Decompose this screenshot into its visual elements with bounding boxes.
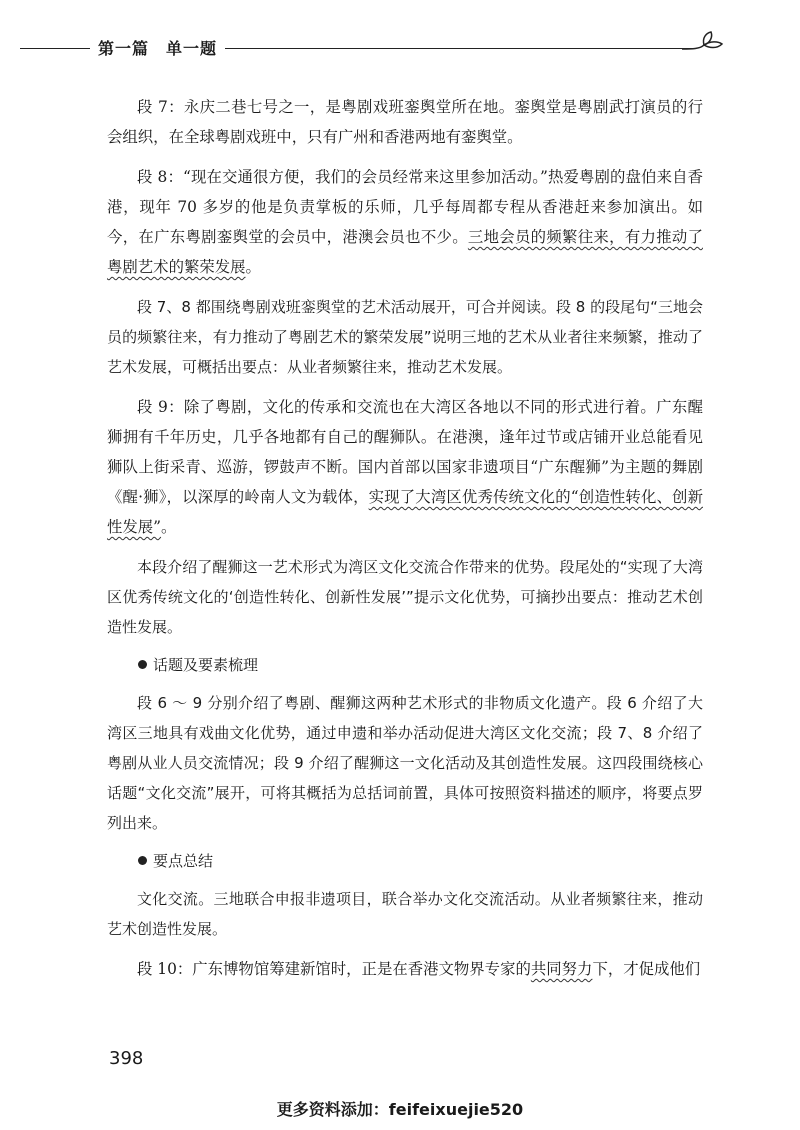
section-heading-key-points: 要点总结 xyxy=(107,848,703,874)
source-paragraph-10 xyxy=(107,954,703,984)
para8-end: 。 xyxy=(245,258,261,276)
source-paragraph-9 xyxy=(107,392,703,542)
para9-text: 段 9：除了粤剧，文化的传承和交流也在大湾区各地以不同的形式进行着。广东醒狮拥有千年历史，几乎各地都有自己的醒狮队。在港澳，逢年过节或店铺开业总能看见狮队上街采青、巡游，锣鼓声不断。国内首部以国家非遗项目“广东醒狮”为主题的舞剧《醒·狮》，以深厚的岭南人文为载体， xyxy=(107,398,703,506)
running-header xyxy=(20,28,720,64)
para9-underlined: 实现了大湾区优秀传统文化的“创造性转化、创新性发展” xyxy=(107,488,703,536)
bullet-icon xyxy=(138,856,147,865)
header-rule-left xyxy=(20,48,90,49)
main-content xyxy=(107,92,703,994)
footer-note: 更多资料添加：feifeixuejie520 xyxy=(276,1100,524,1119)
chapter-title: 第一篇 单一题 xyxy=(98,39,218,58)
para10-text: 段 10：广东博物馆筹建新馆时，正是在香港文物界专家的 xyxy=(137,960,531,978)
header-rule-right xyxy=(225,48,695,49)
source-paragraph-7: 段 7：永庆二巷七号之一，是粤剧戏班銮舆堂所在地。銮舆堂是粤剧武打演员的行会组织，在全球粤剧戏班中，只有广州和香港两地有銮舆堂。 xyxy=(107,98,703,146)
analysis-paragraph-9: 本段介绍了醒狮这一艺术形式为湾区文化交流合作带来的优势。段尾处的“实现了大湾区优秀传统文化的‘创造性转化、创新性发展’”提示文化优势，可摘抄出要点：推动艺术创造性发展。 xyxy=(107,558,703,636)
key-points-paragraph: 文化交流。三地联合申报非遗项目，联合举办文化交流活动。从业者频繁往来，推动艺术创造性发展。 xyxy=(107,890,703,938)
analysis-paragraph-7-8: 段 7、8 都围绕粤剧戏班銮舆堂的艺术活动展开，可合并阅读。段 8 的段尾句“三地会员的频繁往来，有力推动了粤剧艺术的繁荣发展”说明三地的艺术从业者往来频繁，推动了艺术发展，可概括出要点：从业者频繁往来，推动艺术发展。 xyxy=(107,298,703,376)
summary-paragraph: 段 6 ～ 9 分别介绍了粤剧、醒狮这两种艺术形式的非物质文化遗产。段 6 介绍了大湾区三地具有戏曲文化优势，通过申遗和举办活动促进大湾区文化交流；段 7、8 介绍了粤剧从业人员交流情况；段 9 介绍了醒狮这一文化活动及其创造性发展。这四段围绕核心话题“文化交流”展开，可将其概括为总括词前置，具体可按照资料描述的顺序，将要点罗列出来。 xyxy=(107,694,703,832)
para10-underlined: 共同努力 xyxy=(530,960,593,978)
source-paragraph-8 xyxy=(107,162,703,282)
para8-underlined: 三地会员的频繁往来，有力推动了粤剧艺术的繁荣发展 xyxy=(107,228,703,276)
sprout-ornament-icon xyxy=(680,28,730,58)
section-heading-topic: 话题及要素梳理 xyxy=(107,652,703,678)
para8-text: 段 8：“现在交通很方便，我们的会员经常来这里参加活动。”热爱粤剧的盘伯来自香港，现年 70 多岁的他是负责掌板的乐师，几乎每周都专程从香港赶来参加演出。如今，在广东粤剧銮舆堂的会员中，港澳会员也不少。 xyxy=(107,168,703,246)
para9-end: 。 xyxy=(161,518,177,536)
bullet-icon xyxy=(138,660,147,669)
para10-end: 下，才促成他们 xyxy=(592,960,701,978)
page-number: 398 xyxy=(109,1048,144,1069)
